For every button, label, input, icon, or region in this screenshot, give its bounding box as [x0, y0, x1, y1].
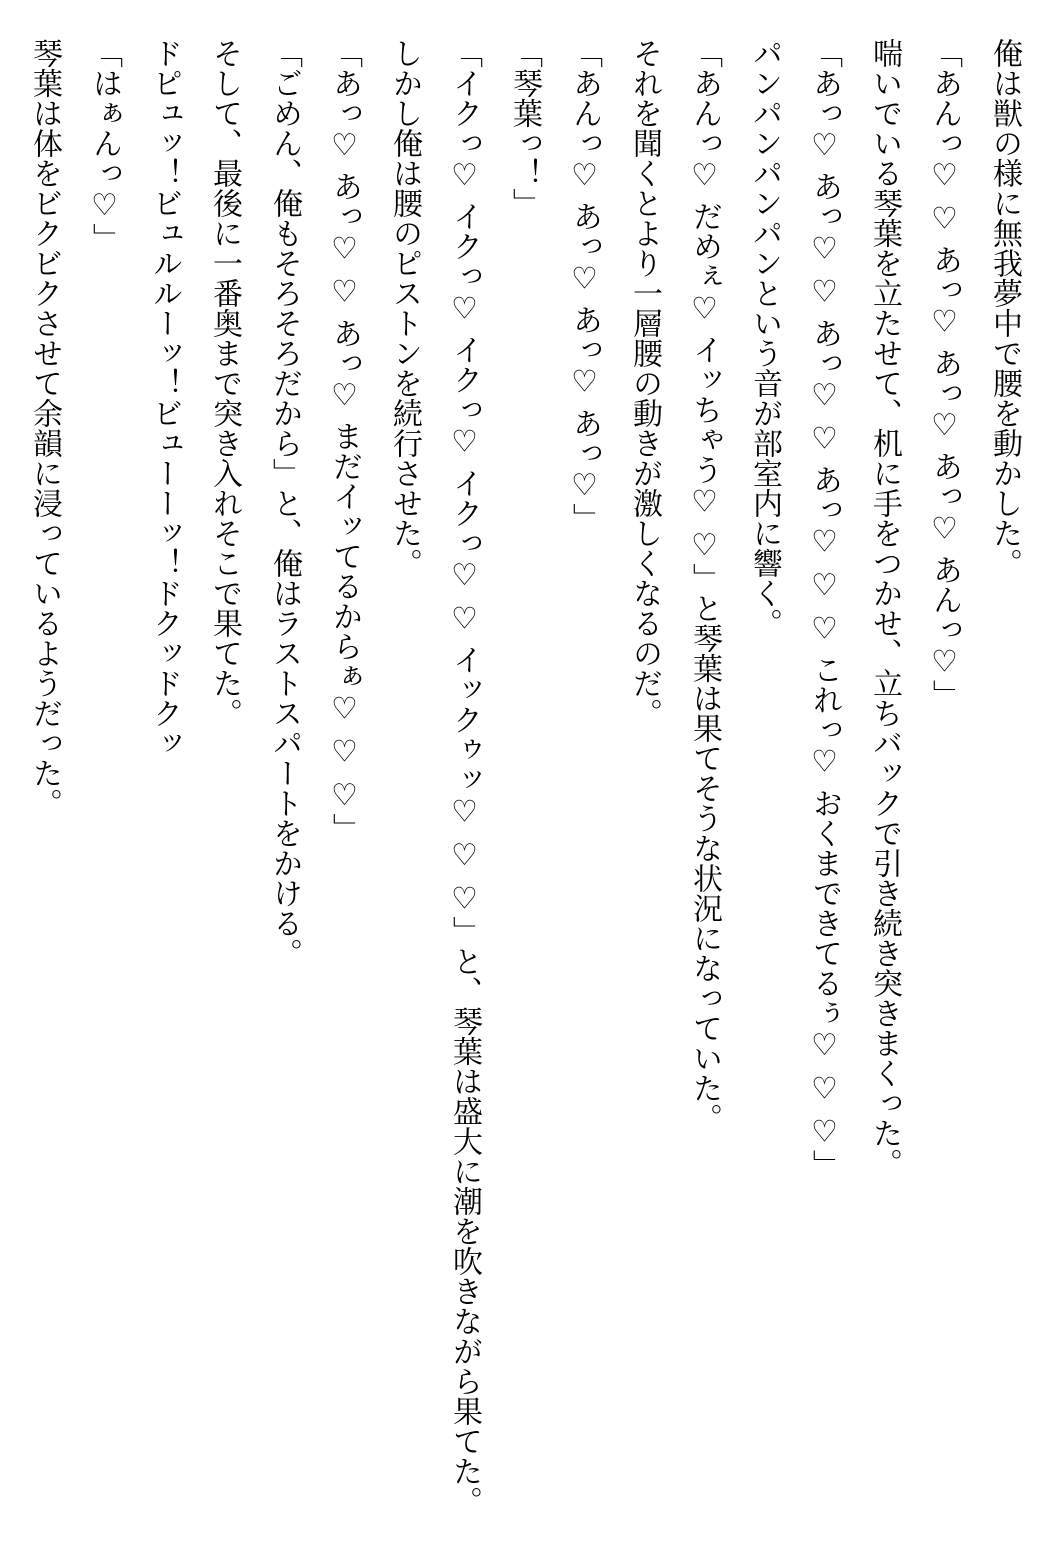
paragraph-16: 「はぁんっ♡」	[88, 38, 121, 253]
paragraph-15: ドピュッ！ビュルルーッ！ビューーッ！ドクッドクッ	[148, 38, 181, 758]
paragraph-01: 俺は獣の様に無我夢中で腰を動かした。	[988, 38, 1021, 578]
paragraph-13: 「ごめん、俺もそろそろだから」と、俺はラストスパートをかける。	[268, 38, 301, 968]
paragraph-09: 「琴葉っ！」	[508, 38, 541, 218]
paragraph-08: 「あんっ♡ あっ♡ あっ♡ あっ♡」	[568, 38, 601, 534]
paragraph-05: パンパンパンパンという音が部室内に響く。	[748, 38, 781, 638]
paragraph-03: 喘いでいる琴葉を立たせて、机に手をつかせ、立ちバックで引き続き突きまくった。	[868, 38, 901, 1178]
paragraph-11: しかし俺は腰のピストンを続行させた。	[388, 38, 421, 578]
paragraph-14: そして、最後に一番奥まで突き入れそこで果てた。	[208, 38, 241, 728]
paragraph-17: 琴葉は体をビクビクさせて余韻に浸っているようだった。	[28, 38, 61, 818]
paragraph-12: 「あっ♡ あっ♡ ♡ あっ♡ まだイッてるからぁ♡ ♡ ♡」	[328, 38, 361, 844]
paragraph-10: 「イクっ♡ イクっ♡ イクっ♡ イクっ♡ ♡ イックゥッ♡ ♡ ♡」と、琴葉は盛大に潮を吹きながら果てた。	[448, 38, 481, 1517]
paragraph-06: 「あんっ♡ だめぇ♡ イッちゃう♡ ♡」と琴葉は果てそうな状況になっていた。	[688, 38, 721, 1134]
paragraph-07: それを聞くとより一層腰の動きが激しくなるのだ。	[628, 38, 661, 728]
paragraph-02: 「あんっ♡ ♡ あっ♡ あっ♡ あっ♡ あんっ♡」	[928, 38, 961, 710]
paragraph-04: 「あっ♡ あっ♡ ♡ あっ♡ ♡ あっ♡ ♡ ♡ これっ♡ おくまできてるぅ♡ ♡ ♡」	[808, 38, 841, 1180]
